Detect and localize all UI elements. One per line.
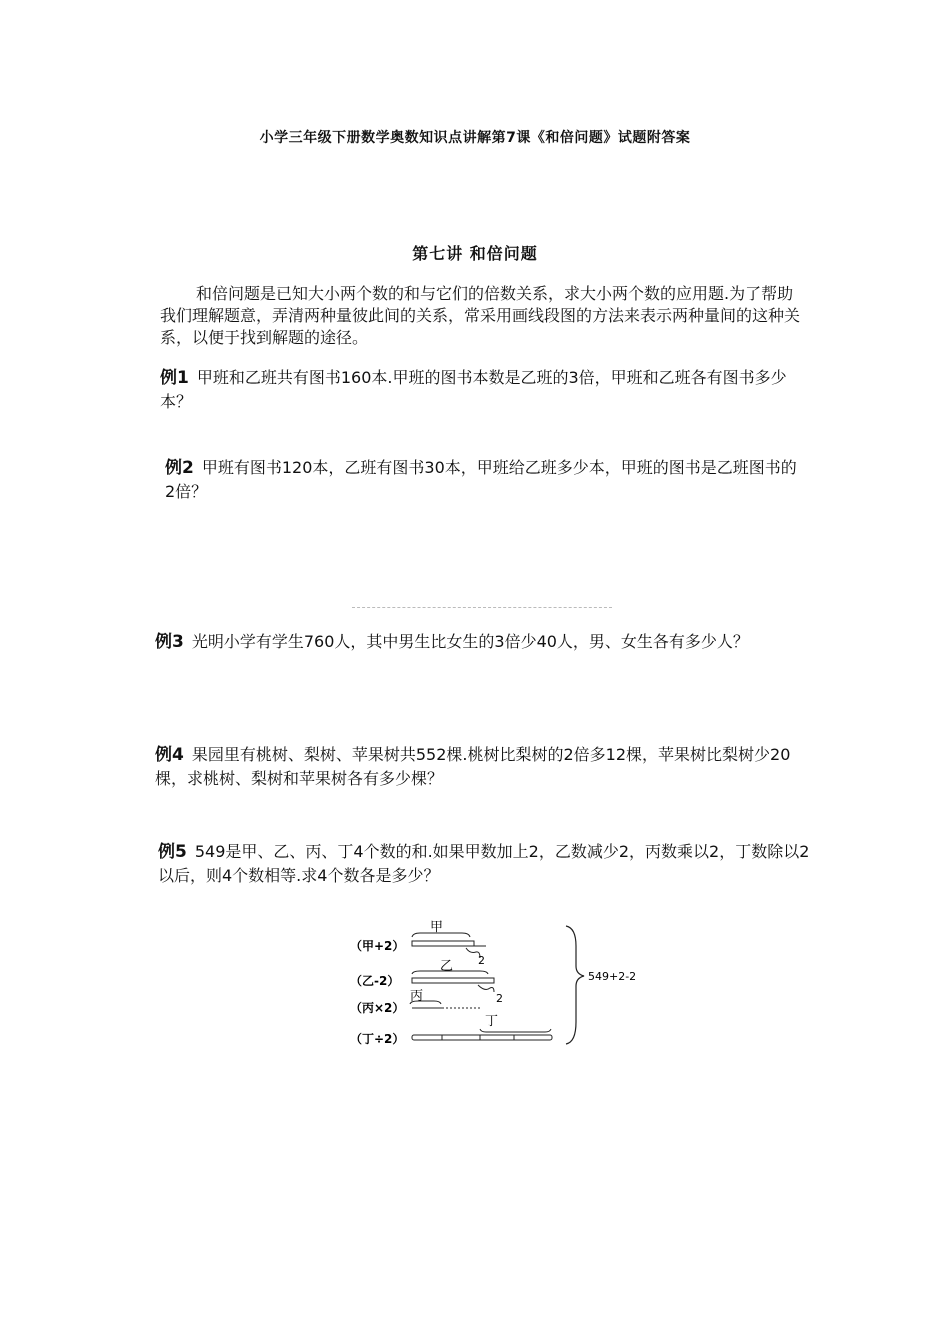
diagram-total-label: 549+2-2 bbox=[588, 970, 637, 983]
intro-paragraph bbox=[160, 283, 800, 349]
diagram-yi-name: 乙 bbox=[440, 959, 454, 974]
example-5 bbox=[158, 840, 813, 888]
example-4-text: 果园里有桃树、梨树、苹果树共552棵.桃树比梨树的2倍多12棵，苹果树比梨树少20棵，求桃树、梨树和苹果树各有多少棵？ bbox=[155, 745, 791, 788]
diagram-ding-segment bbox=[412, 1035, 552, 1040]
example-4-tag: 例4 bbox=[155, 745, 184, 765]
example-2-text: 甲班有图书120本，乙班有图书30本，甲班给乙班多少本，甲班的图书是乙班图书的2倍？ bbox=[165, 458, 797, 501]
diagram-row-3-label: （丙×2） bbox=[350, 1001, 405, 1015]
scan-artifact-line bbox=[352, 607, 612, 609]
diagram-jia-name: 甲 bbox=[430, 920, 444, 935]
diagram-row-2-label: （乙-2） bbox=[350, 974, 400, 988]
diagram-jia-note: 2 bbox=[478, 954, 485, 967]
diagram-total-brace bbox=[566, 926, 584, 1044]
example-1-tag: 例1 bbox=[160, 368, 189, 388]
example-4 bbox=[155, 743, 810, 791]
example-2 bbox=[165, 456, 805, 504]
diagram-yi-note: 2 bbox=[496, 992, 503, 1005]
line-segment-diagram bbox=[330, 918, 660, 1053]
diagram-bing-name: 丙 bbox=[410, 989, 424, 1004]
diagram-yi-extra-brace bbox=[478, 985, 494, 992]
diagram-yi-segment bbox=[412, 978, 494, 983]
example-5-text: 549是甲、乙、丙、丁4个数的和.如果甲数加上2，乙数减少2，丙数乘以2，丁数除以2以后，则4个数相等.求4个数各是多少？ bbox=[158, 842, 810, 885]
example-3 bbox=[155, 630, 805, 654]
intro-text: 和倍问题是已知大小两个数的和与它们的倍数关系，求大小两个数的应用题.为了帮助我们理解题意，弄清两种量彼此间的关系，常采用画线段图的方法来表示两种量间的这种关系，以便于找到解题的途径。 bbox=[160, 284, 801, 347]
example-5-tag: 例5 bbox=[158, 842, 187, 862]
example-2-tag: 例2 bbox=[165, 458, 194, 478]
document-title: 小学三年级下册数学奥数知识点讲解第7课《和倍问题》试题附答案 bbox=[259, 130, 691, 146]
diagram-ding-brace bbox=[480, 1029, 551, 1032]
example-1 bbox=[160, 366, 800, 414]
diagram-jia-segment bbox=[412, 941, 474, 946]
diagram-row-4-label: （丁÷2） bbox=[350, 1032, 405, 1046]
example-3-tag: 例3 bbox=[155, 632, 184, 652]
example-1-text: 甲班和乙班共有图书160本.甲班的图书本数是乙班的3倍，甲班和乙班各有图书多少本？ bbox=[160, 368, 787, 411]
diagram-ding-name: 丁 bbox=[485, 1014, 499, 1029]
example-3-text: 光明小学有学生760人，其中男生比女生的3倍少40人，男、女生各有多少人？ bbox=[191, 632, 749, 651]
diagram-row-1-label: （甲+2） bbox=[350, 939, 405, 953]
lecture-title: 第七讲 和倍问题 bbox=[412, 244, 538, 263]
